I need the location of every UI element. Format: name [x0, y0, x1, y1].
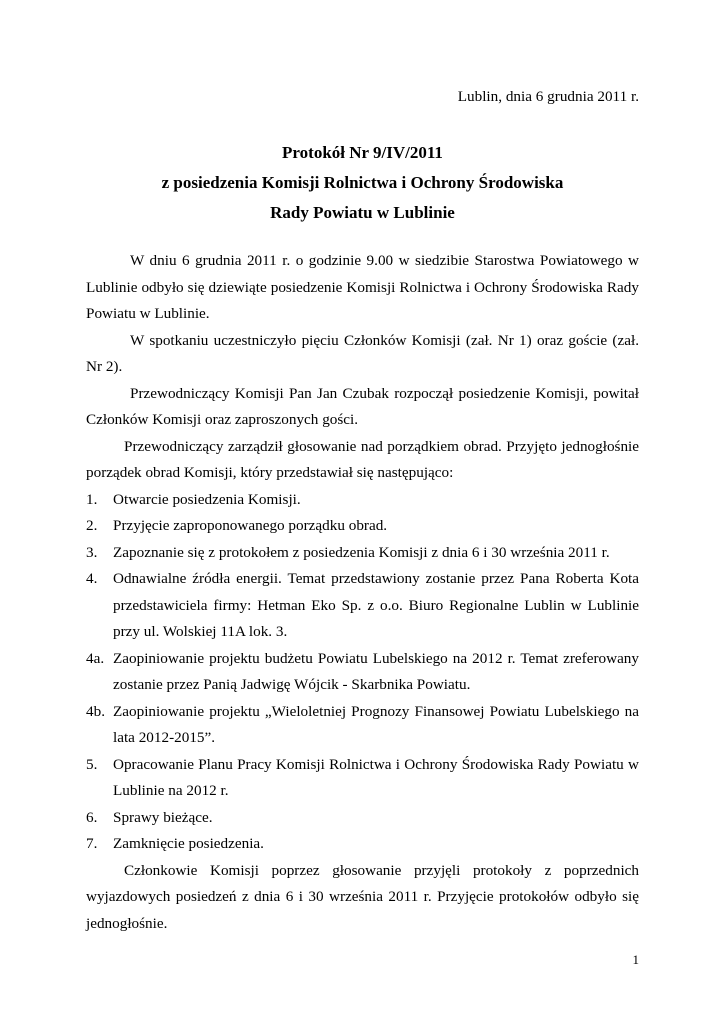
- agenda-item-number: 4a.: [86, 649, 105, 667]
- paragraph-opening: Przewodniczący Komisji Pan Jan Czubak rozpoczął posiedzenie Komisji, powitał Członków Komisji oraz zaproszonych gości.: [86, 384, 639, 428]
- agenda-item: [86, 831, 639, 858]
- agenda-item: [86, 513, 639, 540]
- paragraph-agenda-vote: Przewodniczący zarządził głosowanie nad porządkiem obrad. Przyjęto jednogłośnie porządek obrad Komisji, który przedstawiał się następująco:: [86, 437, 639, 481]
- agenda-item-text: Opracowanie Planu Pracy Komisji Rolnictwa i Ochrony Środowiska Rady Powiatu w Lublinie na 2012 r.: [113, 755, 639, 799]
- agenda-item-number: 3.: [86, 543, 98, 561]
- agenda-item-text: Sprawy bieżące.: [113, 808, 213, 826]
- page-number: 1: [632, 952, 639, 967]
- place-date: Lublin, dnia 6 grudnia 2011 r.: [457, 88, 639, 105]
- agenda-item: [86, 487, 639, 514]
- agenda-item-number: 6.: [86, 808, 98, 826]
- title-line-1: Protokół Nr 9/IV/2011: [282, 143, 443, 162]
- agenda-item: [86, 699, 639, 752]
- agenda-item-number: 4.: [86, 570, 98, 587]
- document-body: [86, 248, 639, 937]
- agenda-item: [86, 566, 639, 646]
- agenda-item-text: Zamknięcie posiedzenia.: [113, 835, 264, 852]
- title-line-3: Rady Powiatu w Lublinie: [270, 203, 455, 222]
- agenda-item-number: 2.: [86, 517, 98, 534]
- paragraph-protocol-approval: Członkowie Komisji poprzez głosowanie przyjęli protokoły z poprzednich wyjazdowych posiedzeń z dnia 6 i 30 września 2011 r. Przyjęcie protokołów odbyło się jednogłośnie.: [86, 861, 639, 932]
- agenda-list: [86, 487, 639, 858]
- agenda-item-text: Otwarcie posiedzenia Komisji.: [113, 490, 301, 508]
- agenda-item-text: Zapoznanie się z protokołem z posiedzenia Komisji z dnia 6 i 30 września 2011 r.: [113, 543, 610, 561]
- document-title: [86, 138, 639, 228]
- agenda-item: [86, 646, 639, 699]
- agenda-item-text: Przyjęcie zaproponowanego porządku obrad.: [113, 517, 388, 534]
- agenda-item-text: Zaopiniowanie projektu budżetu Powiatu Lubelskiego na 2012 r. Temat zreferowany zostanie przez Panią Jadwigę Wójcik - Skarbnika Powiatu.: [113, 649, 639, 693]
- agenda-item: [86, 752, 639, 805]
- agenda-item-number: 5.: [86, 755, 98, 773]
- title-line-2: z posiedzenia Komisji Rolnictwa i Ochrony Środowiska: [161, 173, 564, 192]
- agenda-item: [86, 540, 639, 567]
- agenda-item-number: 4b.: [86, 702, 105, 720]
- paragraph-meeting-info: W dniu 6 grudnia 2011 r. o godzinie 9.00 w siedzibie Starostwa Powiatowego w Lublinie odbyło się dziewiąte posiedzenie Komisji Rolnictwa i Ochrony Środowiska Rady Powiatu w Lublinie.: [86, 252, 639, 322]
- agenda-item: [86, 805, 639, 832]
- paragraph-attendance: W spotkaniu uczestniczyło pięciu Członków Komisji (zał. Nr 1) oraz goście (zał. Nr 2).: [86, 331, 639, 375]
- agenda-item-text: Odnawialne źródła energii. Temat przedstawiony zostanie przez Pana Roberta Kota przedstawiciela firmy: Hetman Eko Sp. z o.o. Biuro Regionalne Lublin w Lublinie przy ul. Wolskiej 11A lok. 3.: [113, 570, 639, 640]
- agenda-item-text: Zaopiniowanie projektu „Wieloletniej Prognozy Finansowej Powiatu Lubelskiego na lata 2012-2015”.: [113, 702, 639, 746]
- agenda-item-number: 1.: [86, 490, 98, 508]
- agenda-item-number: 7.: [86, 835, 98, 852]
